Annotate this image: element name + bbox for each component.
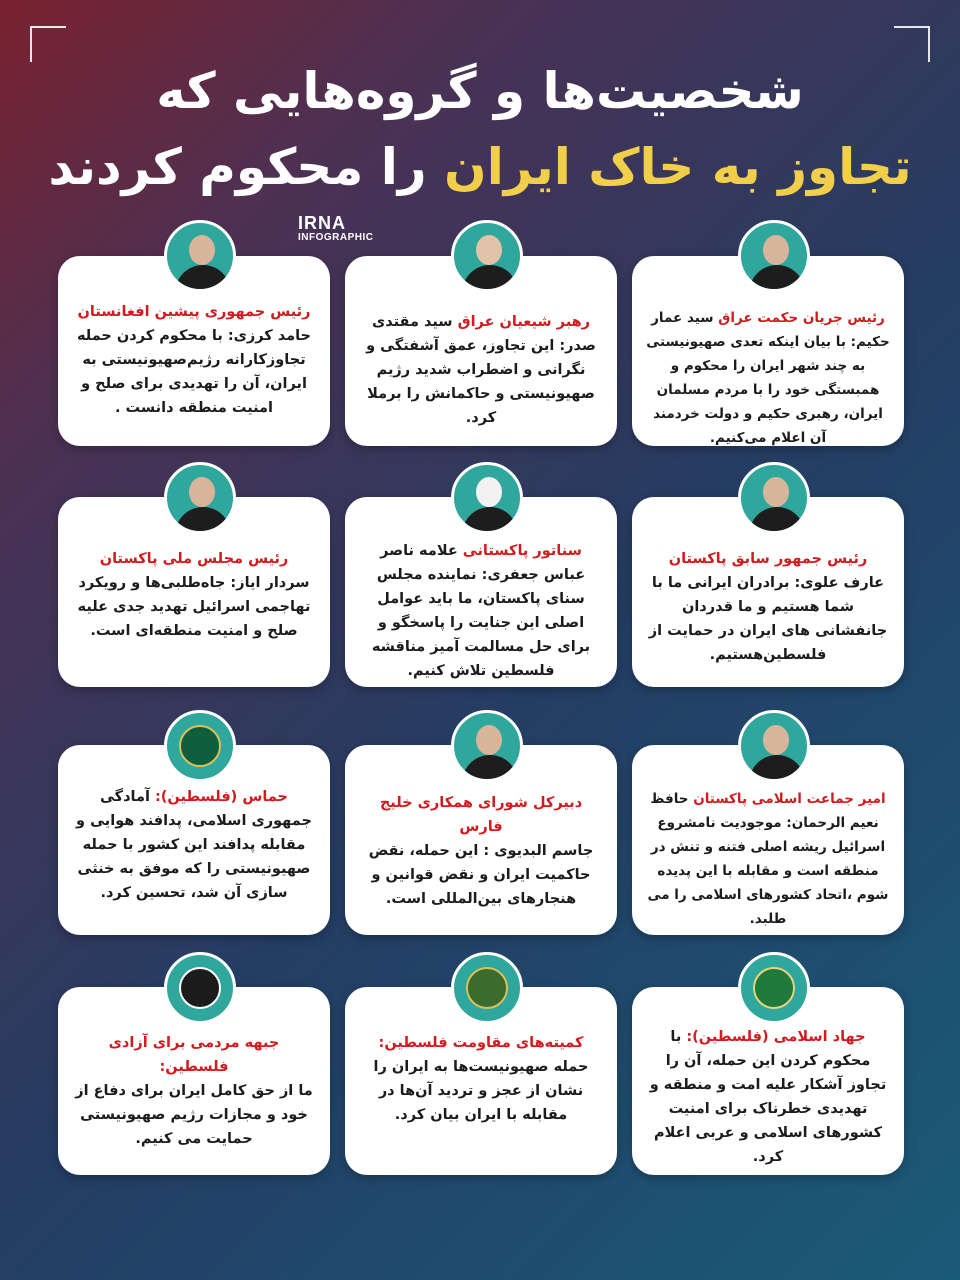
corner-frame-top-right xyxy=(894,26,930,62)
card-text: علامه ناصر عباس جعفری: نماینده مجلس سنای پاکستان، ما باید عوامل اصلی این جنایت را پاسخگو و برای حل مسالمت آمیز مناقشه فلسطین تلاش کنیم. xyxy=(371,543,591,679)
card-text: حافظ نعیم الرحمان: موجودیت نامشروع اسرائیل ریشه اصلی فتنه و تنش در منطقه است و مقابله با این پدیده شوم ،اتحاد کشورهای اسلامی را می طلبد. xyxy=(647,791,889,927)
person-avatar-icon xyxy=(451,220,523,292)
card-label: امیر جماعت اسلامی پاکستان xyxy=(693,791,886,807)
card-label: رئیس مجلس ملی پاکستان xyxy=(99,551,289,567)
card-text: سید مقتدی صدر: این تجاوز، عمق آشفتگی و نگرانی و اضطراب شدید رژیم صهیونیستی و حاکمانش را برملا کرد. xyxy=(366,314,596,426)
islamic-jihad-emblem-icon xyxy=(738,952,810,1024)
title-rest: را محکوم کردند xyxy=(48,138,427,196)
card-text: حامد کرزی: با محکوم کردن حمله تجاوزکارانه رژیم‌صهیونیستی به ایران، آن را تهدیدی برای صلح و امنیت منطقه دانست . xyxy=(77,328,311,416)
person-avatar-icon xyxy=(451,462,523,534)
card-text: سردار ایاز: جاه‌طلبی‌ها و رویکرد تهاجمی اسرائیل تهدید جدی علیه صلح و امنیت منطقه‌ای است. xyxy=(77,575,311,639)
logo-main: IRNA xyxy=(298,213,346,233)
hamas-emblem-icon xyxy=(164,710,236,782)
card-label: جبهه مردمی برای آزادی فلسطین: xyxy=(108,1035,280,1075)
title-highlight: تجاوز به خاک ایران xyxy=(444,138,912,196)
card-text: ما از حق کامل ایران برای دفاع از خود و مجازات رژیم صهیونیستی حمایت می کنیم. xyxy=(75,1083,313,1147)
irna-logo xyxy=(298,214,374,243)
corner-frame-top-left xyxy=(30,26,66,62)
card-text: جاسم البدیوی : این حمله، نقض حاکمیت ایران و نقض قوانین و هنجارهای بین‌المللی است. xyxy=(368,843,594,907)
person-avatar-icon xyxy=(164,462,236,534)
pflp-emblem-icon xyxy=(164,952,236,1024)
card-label: کمیته‌های مقاومت فلسطین: xyxy=(378,1035,584,1051)
card-label: رئیس جمهور سابق پاکستان xyxy=(668,551,868,567)
card-label: رهبر شیعیان عراق xyxy=(457,314,591,330)
card-label: سناتور پاکستانی xyxy=(462,543,582,559)
card-text: سید عمار حکیم: با بیان اینکه تعدی صهیونیستی به چند شهر ایران را محکوم و همبستگی خود را با مردم مسلمان ایران، رهبری حکیم و دولت خردمند آن اعلام می‌کنیم. xyxy=(646,310,890,446)
logo-sub: INFOGRAPHIC xyxy=(298,232,374,243)
person-avatar-icon xyxy=(738,462,810,534)
person-avatar-icon xyxy=(451,710,523,782)
person-avatar-icon xyxy=(738,710,810,782)
card-text: با محکوم کردن این حمله، آن را تجاوز آشکار علیه امت و منطقه و تهدیدی خطرناک برای امنیت کشورهای اسلامی و عربی اعلام کرد. xyxy=(649,1029,887,1165)
card-label: رئیس جمهوری پیشین افغانستان xyxy=(77,304,311,320)
person-avatar-icon xyxy=(164,220,236,292)
page-title-line2 xyxy=(0,138,960,196)
person-avatar-icon xyxy=(738,220,810,292)
page-title-line1: شخصیت‌ها و گروه‌هایی که xyxy=(156,62,804,120)
card-label: حماس (فلسطین): xyxy=(155,789,288,805)
card-text: عارف علوی: برادران ایرانی ما با شما هستیم و ما قدردان جانفشانی های ایران در حمایت از فلسطین‌هستیم. xyxy=(648,575,888,663)
resistance-committees-emblem-icon xyxy=(451,952,523,1024)
card-label: دبیرکل شورای همکاری خلیج فارس xyxy=(379,795,583,835)
card-text: آمادگی جمهوری اسلامی، پدافند هوایی و مقابله پدافند این کشور با حمله صهیونیستی را که موفق به خنثی سازی آن شد، تحسین کرد. xyxy=(76,789,312,901)
card-label: جهاد اسلامی (فلسطین): xyxy=(686,1029,866,1045)
card-text: حمله صهیونیست‌ها به ایران را نشان از عجز و تردید آن‌ها در مقابله با ایران بیان کرد. xyxy=(373,1059,589,1123)
card-label: رئیس جریان حکمت عراق xyxy=(718,310,885,326)
